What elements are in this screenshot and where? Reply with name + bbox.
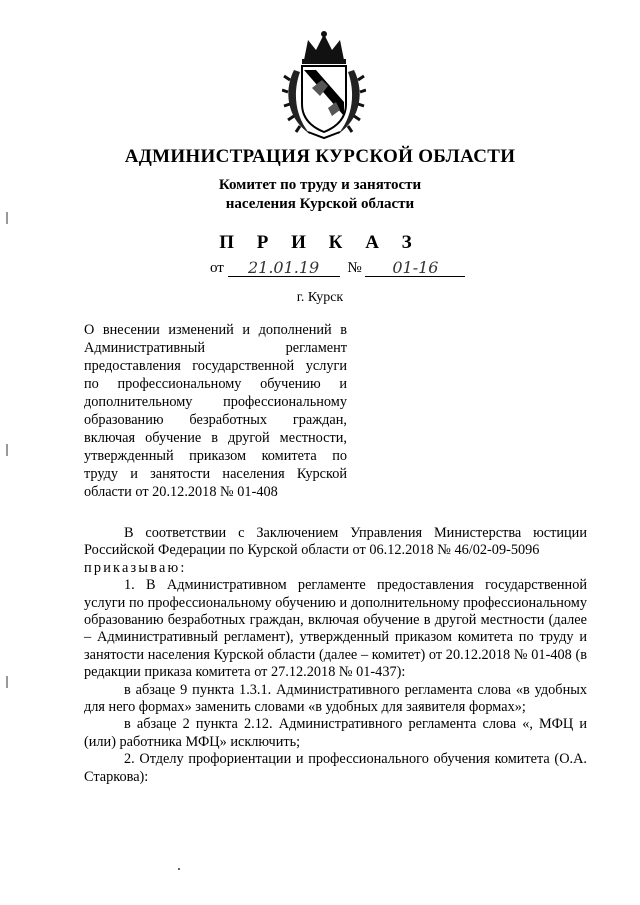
administration-title: АДМИНИСТРАЦИЯ КУРСКОЙ ОБЛАСТИ <box>124 146 516 167</box>
scan-margin-mark <box>6 676 8 688</box>
city: г. Курск <box>296 290 344 305</box>
order-date-number-line <box>210 258 465 277</box>
paragraph-item-2: 2. Отделу профориентации и профессионального обучения комитета (О.А. Старкова): <box>84 751 587 785</box>
number-value: 01-16 <box>365 258 465 277</box>
scan-margin-mark <box>6 212 8 224</box>
order-subject: О внесении изменений и дополнений в Административный регламент предоставления государственной услуги по профессиональному обучению и дополнительному профессиональному образованию безработных граждан, включая обучение в другой местности, утвержденный приказом комитета по труду и занятости населения Курской области от 20.12.2018 № 01-408 <box>84 322 347 500</box>
scan-margin-mark <box>6 444 8 456</box>
committee-line-1: Комитет по труду и занятости <box>218 177 422 193</box>
paragraph-change-1: в абзаце 9 пункта 1.3.1. Административного регламента слова «в удобных для него формах» заменить словами «в удобных для заявителя формах»; <box>84 681 587 716</box>
paragraph-item-1: 1. В Административном регламенте предоставления государственной услуги по профессиональному обучению и дополнительному профессиональному образованию безработных граждан, включая обучение в другой местности (далее – Административный регламент), утвержденный приказом комитета по труду и занятости населения Курской области (далее – комитет) от 20.12.2018 № 01-408 (в редакции приказа комитета от 27.12.2018 № 01-437): <box>84 577 587 681</box>
paragraph-order-word: приказываю: <box>84 559 187 576</box>
number-prefix: № <box>347 260 362 276</box>
scan-speck <box>178 868 180 870</box>
coat-of-arms-emblem <box>282 30 366 140</box>
committee-line-2: населения Курской области <box>225 196 415 212</box>
date-value: 21.01.19 <box>228 258 340 277</box>
committee-name <box>0 176 640 214</box>
date-prefix: от <box>210 260 224 276</box>
paragraph-change-2: в абзаце 2 пункта 2.12. Административного регламента слова «, МФЦ и (или) работника МФЦ» исключить; <box>84 716 587 750</box>
paragraph-basis: В соответствии с Заключением Управления Министерства юстиции Российской Федерации по Курской области от 06.12.2018 № 46/02-09-5096 <box>84 525 587 559</box>
order-title: П Р И К А З <box>219 232 421 253</box>
order-body <box>84 525 587 786</box>
